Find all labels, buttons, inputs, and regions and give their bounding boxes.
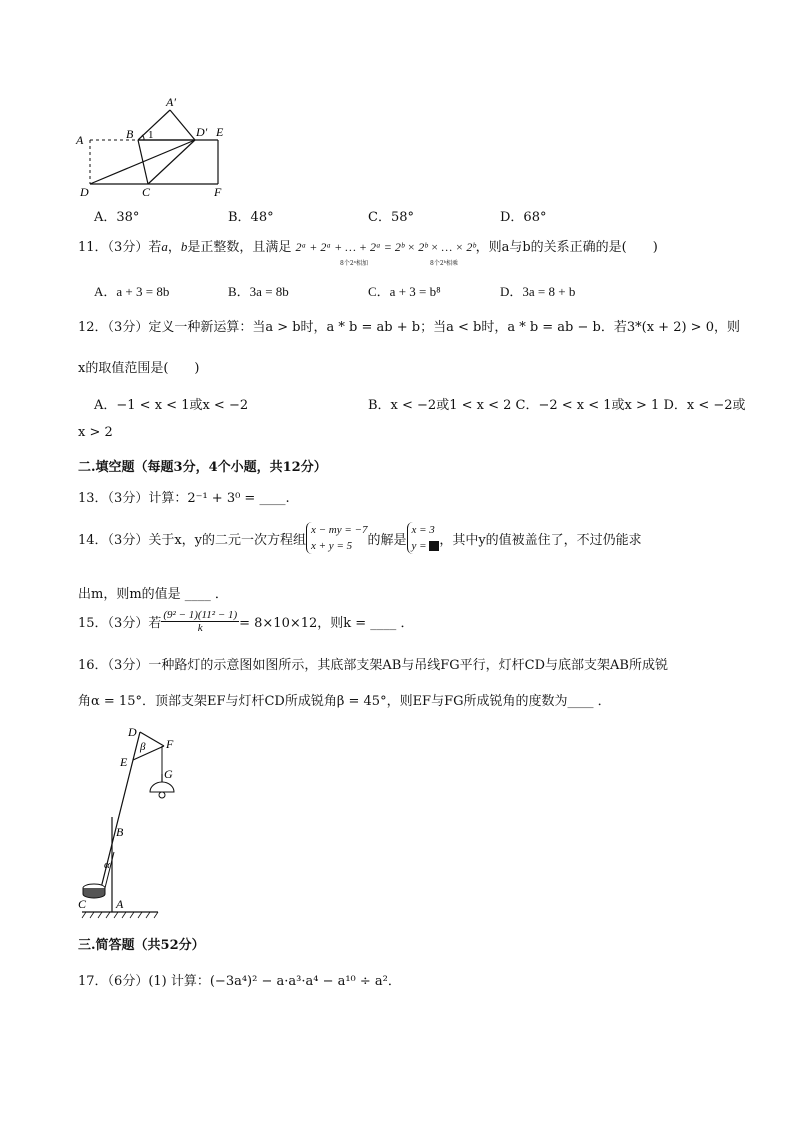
q15-prefix: 15．（3分）若 (78, 616, 162, 631)
q11-note-left: 8个2ᵃ相加 (340, 260, 368, 267)
q14-solution (407, 522, 440, 554)
fig10-label-A-prime: A′ (166, 95, 176, 109)
fig10-label-C: C (142, 185, 151, 199)
fig10-label-B: B (126, 127, 134, 141)
q14-line1 (78, 522, 642, 554)
q14-line2: 出m，则m的值是 ____ ． (78, 587, 228, 602)
q14-mid: 的解是 (367, 532, 407, 548)
q16-figure (78, 722, 188, 922)
fig16-label-C: C (78, 897, 87, 911)
covered-value-box (429, 541, 439, 551)
q15-line (78, 609, 413, 634)
q11-var-b: b (180, 239, 188, 254)
q11-suffix: ，则a与b的关系正确的是( ) (475, 240, 658, 255)
q10-option-a: A．38° (94, 210, 140, 225)
fig16-label-beta: β (140, 741, 146, 753)
fig16-label-A: A (116, 897, 124, 911)
fig16-label-E: E (120, 755, 128, 769)
section2-title: 二.填空题（每题3分，4个小题，共12分） (78, 460, 327, 475)
q12-line1: 12．（3分）定义一种新运算：当a > b时，a * b = ab + b；当a < b时，a * b = ab − b．若3*(x + 2) > 0，则 (78, 320, 740, 335)
q12-option-a: A．−1 < x < 1或x < −2 (94, 398, 249, 413)
q15-suffix: = 8×10×12，则k = ____ ． (239, 616, 414, 631)
q11-option-b: B．3a = 8b (228, 284, 289, 299)
q14-system (306, 522, 367, 554)
fig10-label-1: 1 (148, 129, 154, 141)
q11-expression: 2ᵃ + 2ᵃ + … + 2ᵃ = 2ᵇ × 2ᵇ × … × 2ᵇ (295, 240, 476, 254)
q11-option-c: C．a + 3 = b⁸ (368, 284, 441, 299)
q10-option-d: D．68° (500, 210, 547, 225)
fig16-label-B: B (116, 825, 124, 839)
q11-mid: 是正整数，且满足 (187, 240, 292, 255)
q14-solution-x: x = 3 (411, 524, 435, 536)
q17-text: 17．（6分）(1) 计算：(−3a⁴)² − a·a³·a⁴ − a¹⁰ ÷ a²． (78, 974, 401, 989)
q10-figure (70, 92, 240, 202)
fig10-label-D: D (80, 185, 89, 199)
q12-options-bcd: B．x < −2或1 < x < 2 C．−2 < x < 1或x > 1 D．x < −2或 (368, 398, 746, 413)
fig10-label-D-prime: D′ (196, 125, 208, 139)
q14-system-eq2: x + y = 5 (311, 540, 353, 552)
q10-option-b: B．48° (228, 210, 274, 225)
fig16-label-F: F (166, 737, 174, 751)
section3-title: 三.简答题（共52分） (78, 938, 205, 953)
fig16-label-alpha: α (104, 859, 110, 871)
q15-fraction (161, 609, 239, 634)
fig10-label-A: A (76, 133, 84, 147)
q11-note-right: 8个2ᵇ相乘 (430, 260, 459, 267)
q12-line2: x的取值范围是( ) (78, 361, 200, 376)
q12-option-d-tail: x > 2 (78, 425, 113, 440)
q11-option-d: D．3a = 8 + b (500, 284, 576, 299)
q10-option-c: C．58° (368, 210, 414, 225)
q11-sep: ， (167, 240, 181, 255)
q11-prefix: 11．（3分）若 (78, 240, 162, 255)
q14-solution-y: y = (411, 540, 427, 552)
q11-var-a: a (161, 239, 168, 254)
fig10-label-E: E (216, 125, 224, 139)
q15-numerator: (9² − 1)(11² − 1) (163, 609, 238, 621)
q11-stem (78, 236, 658, 255)
q13-text: 13．（3分）计算：2⁻¹ + 3⁰ = ____. (78, 491, 290, 506)
q11-option-a: A．a + 3 = 8b (94, 284, 170, 299)
fig16-label-G: G (164, 767, 173, 781)
q15-denominator: k (197, 622, 203, 634)
fig16-label-D: D (128, 725, 137, 739)
q14-prefix: 14．（3分）关于x，y的二元一次方程组 (78, 532, 306, 548)
q14-suffix: ，其中y的值被盖住了，不过仍能求 (439, 532, 642, 548)
fig10-label-F: F (214, 185, 222, 199)
q16-line2: 角α = 15°．顶部支架EF与灯杆CD所成锐角β = 45°，则EF与FG所成锐角的度数为____ ． (78, 694, 611, 709)
q16-line1: 16．（3分）一种路灯的示意图如图所示，其底部支架AB与吊线FG平行，灯杆CD与底部支架AB所成锐 (78, 658, 668, 673)
q14-system-eq1: x − my = −7 (311, 524, 368, 536)
